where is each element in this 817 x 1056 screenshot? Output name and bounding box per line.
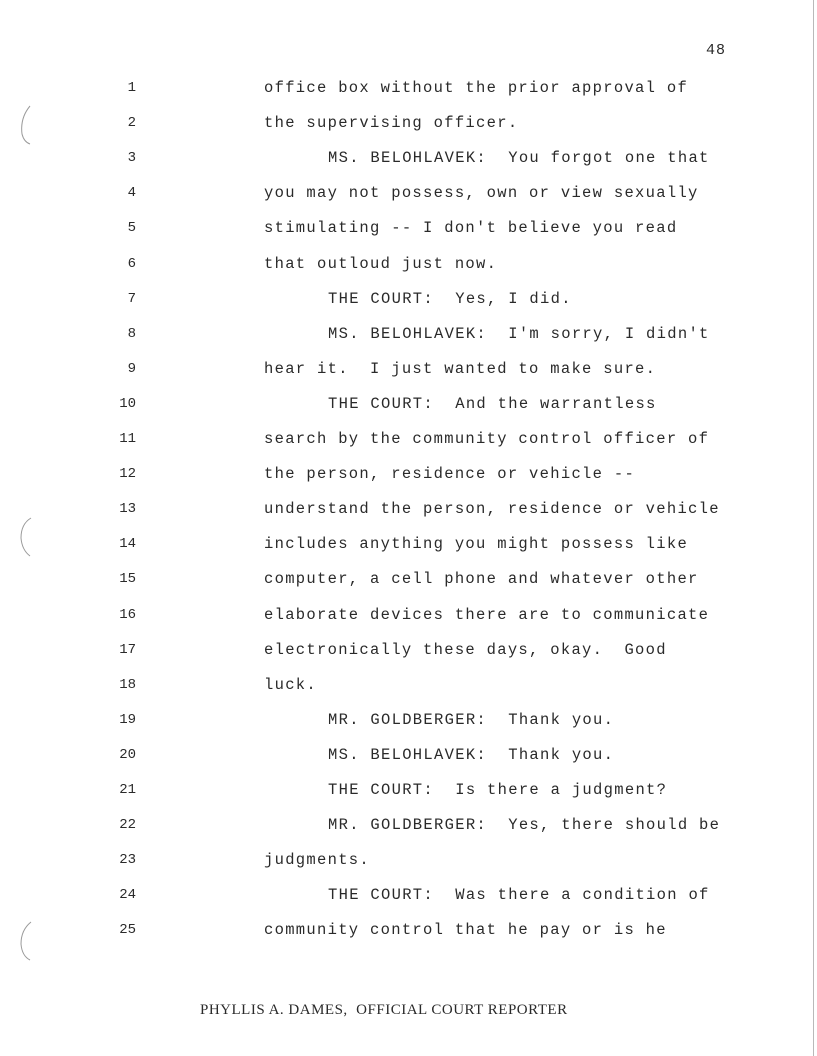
transcript-line <box>0 80 800 113</box>
line-number: 7 <box>127 290 136 307</box>
line-number: 16 <box>119 606 136 623</box>
transcript-line <box>0 642 800 675</box>
line-text: electronically these days, okay. Good <box>264 640 667 659</box>
line-number: 6 <box>127 255 136 272</box>
line-number: 1 <box>127 80 136 96</box>
line-text: the person, residence or vehicle -- <box>264 465 636 484</box>
line-number: 8 <box>127 325 136 342</box>
line-text: MS. BELOHLAVEK: You forgot one that <box>328 149 710 168</box>
line-text: luck. <box>264 675 318 694</box>
page-edge-line <box>813 0 814 1056</box>
transcript-line <box>0 431 800 464</box>
line-text: MS. BELOHLAVEK: Thank you. <box>328 745 615 764</box>
line-text: judgments. <box>264 851 371 870</box>
line-text: MR. GOLDBERGER: Yes, there should be <box>328 816 721 835</box>
line-number: 23 <box>119 852 136 869</box>
line-text: hear it. I just wanted to make sure. <box>264 359 657 378</box>
reporter-footer: PHYLLIS A. DAMES, OFFICIAL COURT REPORTER <box>200 1002 568 1018</box>
line-text: community control that he pay or is he <box>264 921 667 940</box>
transcript-line <box>0 782 800 815</box>
transcript-line <box>0 852 800 885</box>
line-number: 18 <box>119 676 136 693</box>
line-number: 13 <box>119 501 136 518</box>
transcript-line <box>0 607 800 640</box>
line-text: THE COURT: Yes, I did. <box>328 289 572 308</box>
line-number: 12 <box>119 466 136 483</box>
line-text: includes anything you might possess like <box>264 535 689 554</box>
line-text: stimulating -- I don't believe you read <box>264 219 678 238</box>
line-text: THE COURT: And the warrantless <box>328 394 657 413</box>
line-text: THE COURT: Was there a condition of <box>328 886 710 905</box>
line-number: 20 <box>119 746 136 763</box>
line-text: you may not possess, own or view sexually <box>264 184 699 203</box>
transcript-line <box>0 396 800 429</box>
transcript-line <box>0 712 800 745</box>
page-number: 48 <box>706 42 727 59</box>
line-number: 5 <box>127 220 136 237</box>
line-text: MR. GOLDBERGER: Thank you. <box>328 710 615 729</box>
line-text: THE COURT: Is there a judgment? <box>328 781 668 799</box>
transcript-line <box>0 115 800 148</box>
line-number: 15 <box>119 571 136 588</box>
transcript-line <box>0 150 800 183</box>
transcript-line <box>0 887 800 920</box>
transcript-line <box>0 501 800 534</box>
line-number: 4 <box>127 185 136 202</box>
transcript-line <box>0 326 800 359</box>
transcript-line <box>0 922 800 955</box>
transcript-line <box>0 361 800 394</box>
transcript-line <box>0 220 800 253</box>
line-text: elaborate devices there are to communicate <box>264 605 710 624</box>
line-number: 14 <box>119 536 136 553</box>
line-number: 9 <box>127 360 136 377</box>
transcript-line <box>0 256 800 289</box>
line-number: 2 <box>127 115 136 132</box>
transcript-line <box>0 185 800 218</box>
transcript-line <box>0 291 800 324</box>
line-number: 25 <box>119 922 136 939</box>
transcript-line <box>0 817 800 850</box>
transcript-line <box>0 677 800 710</box>
line-text: that outloud just now. <box>264 254 498 273</box>
line-number: 24 <box>119 887 136 904</box>
line-text: the supervising officer. <box>264 114 519 133</box>
line-text: computer, a cell phone and whatever other <box>264 570 699 589</box>
transcript-line <box>0 747 800 780</box>
transcript-line <box>0 536 800 569</box>
line-number: 19 <box>119 711 136 728</box>
line-number: 17 <box>119 641 136 658</box>
line-number: 22 <box>119 817 136 834</box>
line-text: search by the community control officer of <box>264 430 710 448</box>
line-number: 10 <box>119 395 136 412</box>
line-text: MS. BELOHLAVEK: I'm sorry, I didn't <box>328 324 710 343</box>
line-number: 11 <box>119 431 136 447</box>
line-text: understand the person, residence or vehicle <box>264 500 720 519</box>
transcript-line <box>0 466 800 499</box>
line-text: office box without the prior approval of <box>264 79 689 97</box>
line-number: 3 <box>127 150 136 167</box>
transcript-line <box>0 571 800 604</box>
line-number: 21 <box>119 782 136 798</box>
